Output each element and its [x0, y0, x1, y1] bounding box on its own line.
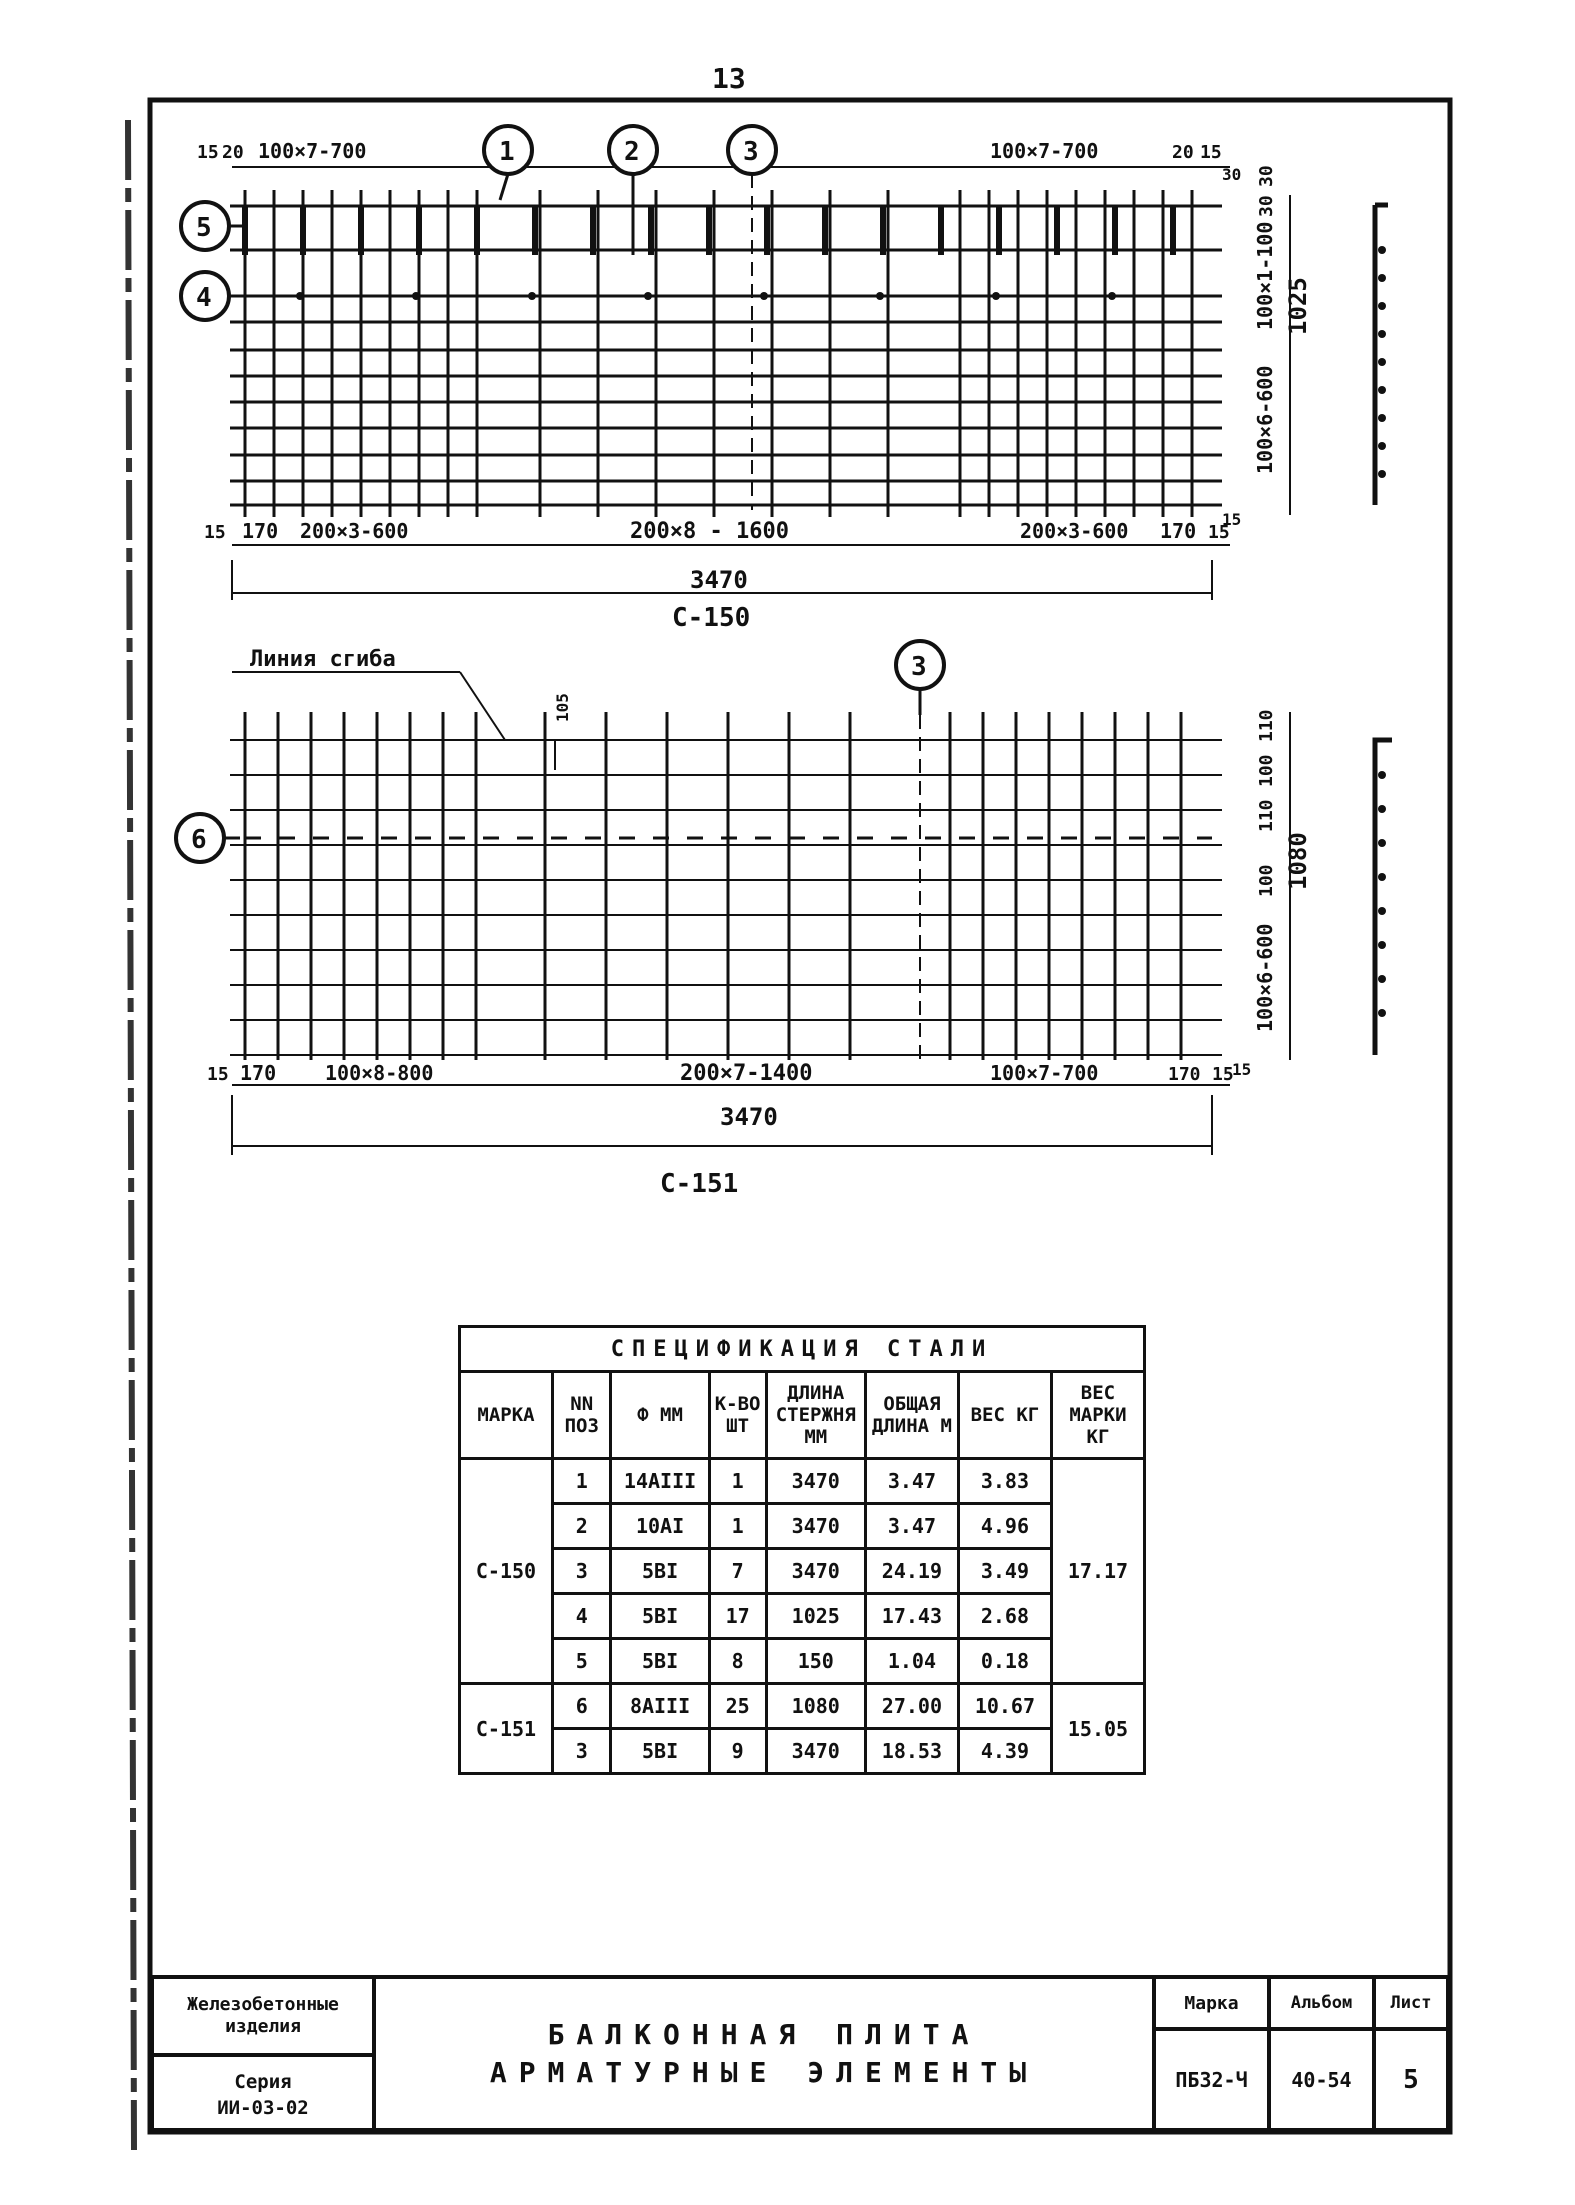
- org-line-1: Железобетонные: [187, 1994, 339, 2015]
- cell-position: 3: [553, 1729, 611, 1774]
- mesh-c151-side-dim-c: 110: [1256, 709, 1277, 742]
- mesh-c151-profile-bar: [1378, 805, 1386, 813]
- mesh-c150-bar-4-weld: [876, 292, 884, 300]
- cell-quantity: 25: [709, 1684, 766, 1729]
- mesh-c150-side-dim-upper-span: 100×1-100: [1253, 221, 1277, 330]
- header-mark: МАРКА: [460, 1372, 553, 1459]
- cell-total-length: 1.04: [865, 1639, 958, 1684]
- cell-bar-length: 150: [766, 1639, 865, 1684]
- mesh-c150-profile-bar: [1378, 442, 1386, 450]
- mesh-c151-side-dim-b: 100: [1256, 754, 1277, 787]
- table-row: [460, 1594, 1145, 1639]
- title-block: [150, 1975, 1450, 2132]
- cell-quantity: 7: [709, 1549, 766, 1594]
- cell-position: 2: [553, 1504, 611, 1549]
- mesh-c150-overall-dim: 3470: [690, 566, 748, 594]
- cell-weight: 3.83: [958, 1459, 1051, 1504]
- mesh-c150-grid: [230, 174, 1222, 517]
- mesh-c150-bottom-dim-d: 15: [1208, 522, 1230, 543]
- title-block-organization: [154, 1979, 376, 2057]
- mesh-c151-side-dim-mid: 100: [1256, 864, 1277, 897]
- mesh-c151-profile-bar: [1378, 873, 1386, 881]
- svg-text:4: 4: [196, 283, 212, 313]
- mesh-c151-bottom-dim-b: 170: [240, 1061, 277, 1085]
- spec-table-caption: СПЕЦИФИКАЦИЯ СТАЛИ: [460, 1327, 1145, 1372]
- cell-bar-length: 3470: [766, 1549, 865, 1594]
- cell-weight: 4.96: [958, 1504, 1051, 1549]
- header-diameter: Ф ММ: [611, 1372, 709, 1459]
- mesh-c151-overall-dim: 3470: [720, 1103, 778, 1131]
- mesh-c150-profile-bar: [1378, 274, 1386, 282]
- mesh-c150-profile-bar: [1378, 330, 1386, 338]
- cell-position: 1: [553, 1459, 611, 1504]
- group-mark: С-150: [460, 1459, 553, 1684]
- mesh-c150: [181, 126, 1388, 633]
- mesh-c150-bar-4-weld: [992, 292, 1000, 300]
- group-mark: С-151: [460, 1684, 553, 1774]
- mesh-c151-bottom-dim-left-span: 100×8-800: [325, 1061, 434, 1085]
- cell-quantity: 9: [709, 1729, 766, 1774]
- steel-specification-table: [458, 1325, 1146, 1775]
- mesh-c150-bar-4-weld: [528, 292, 536, 300]
- mesh-c150-top-dim-right-span: 100×7-700: [990, 139, 1099, 163]
- cell-weight: 0.18: [958, 1639, 1051, 1684]
- mesh-c151-profile-bar: [1378, 1009, 1386, 1017]
- mesh-c151-mark: С-151: [660, 1169, 739, 1199]
- mesh-c150-bottom-dim-mid-span: 200×8 - 1600: [630, 519, 789, 544]
- cell-weight: 2.68: [958, 1594, 1051, 1639]
- cell-total-length: 18.53: [865, 1729, 958, 1774]
- cell-bar-length: 3470: [766, 1729, 865, 1774]
- mesh-c151-side-dim-end: 15: [1232, 1060, 1252, 1079]
- table-row: [460, 1729, 1145, 1774]
- mesh-c150-bar-4-weld: [760, 292, 768, 300]
- cell-quantity: 1: [709, 1459, 766, 1504]
- cell-bar-length: 1025: [766, 1594, 865, 1639]
- cell-position: 5: [553, 1639, 611, 1684]
- mesh-c150-side-dim-end: 15: [1222, 510, 1242, 529]
- table-row: [460, 1459, 1145, 1504]
- cell-quantity: 8: [709, 1639, 766, 1684]
- cell-diameter: 10АI: [611, 1504, 709, 1549]
- header-weight: ВЕС КГ: [958, 1372, 1051, 1459]
- sheet-number: 13: [712, 62, 746, 95]
- mesh-c150-profile-bar: [1378, 302, 1386, 310]
- svg-text:2: 2: [624, 137, 640, 167]
- cell-diameter: 5ВI: [611, 1729, 709, 1774]
- callout-4: [181, 272, 245, 320]
- fold-line-label: Линия сгиба: [250, 647, 396, 672]
- cell-diameter: 5ВI: [611, 1594, 709, 1639]
- org-line-2: изделия: [225, 2016, 301, 2037]
- mesh-c151: [176, 641, 1392, 1199]
- mesh-c150-side-labels: [1253, 165, 1277, 474]
- mesh-c151-profile-bar: [1378, 975, 1386, 983]
- header-total-length: ОБЩАЯ ДЛИНА М: [865, 1372, 958, 1459]
- spec-table-header-row: [460, 1372, 1145, 1459]
- mesh-c150-top-dim-left-span: 100×7-700: [258, 139, 367, 163]
- mesh-c150-bar-4-weld: [412, 292, 420, 300]
- table-row: [460, 1639, 1145, 1684]
- header-position: NN ПОЗ: [553, 1372, 611, 1459]
- sheet-value: 5: [1403, 2064, 1419, 2095]
- marka-value: ПБ32-Ч: [1156, 2031, 1271, 2128]
- mesh-c151-grid: [230, 712, 1222, 1060]
- cell-position: 6: [553, 1684, 611, 1729]
- cell-weight: 3.49: [958, 1549, 1051, 1594]
- mesh-c151-bottom-dim-d: 15: [1212, 1064, 1234, 1085]
- mesh-c150-bar-4-weld: [296, 292, 304, 300]
- mesh-c151-profile-bar: [1378, 941, 1386, 949]
- mesh-c151-side-dim-overall: 1080: [1284, 832, 1312, 890]
- mesh-c150-section-profile: [1375, 205, 1388, 505]
- svg-text:6: 6: [191, 825, 207, 855]
- mesh-c150-profile-bar: [1378, 414, 1386, 422]
- cell-diameter: 8АIII: [611, 1684, 709, 1729]
- mesh-c150-bottom-dim-right-span: 200×3-600: [1020, 519, 1129, 543]
- table-row: [460, 1684, 1145, 1729]
- svg-text:3: 3: [743, 137, 759, 167]
- cell-diameter: 5ВI: [611, 1639, 709, 1684]
- mesh-c151-bottom-dim-right-span: 100×7-700: [990, 1061, 1099, 1085]
- fold-line-dim: 105: [553, 693, 572, 722]
- callout-5: [181, 202, 245, 250]
- series-value: ИИ-03-02: [217, 2096, 309, 2119]
- cell-bar-length: 3470: [766, 1504, 865, 1549]
- mesh-c150-bottom-dim-left-span: 200×3-600: [300, 519, 409, 543]
- album-value: 40-54: [1271, 2031, 1376, 2128]
- mesh-c150-side-dim-a: 30: [1256, 195, 1277, 217]
- cell-weight: 4.39: [958, 1729, 1051, 1774]
- mesh-c150-top-dim-d: 15: [1200, 142, 1222, 163]
- title-block-series: [154, 2057, 376, 2132]
- mesh-c150-profile-bar: [1378, 358, 1386, 366]
- svg-text:5: 5: [196, 213, 212, 243]
- group-mark-weight: 15.05: [1051, 1684, 1144, 1774]
- cell-position: 4: [553, 1594, 611, 1639]
- cell-quantity: 17: [709, 1594, 766, 1639]
- cell-total-length: 3.47: [865, 1459, 958, 1504]
- mesh-c150-profile-bar: [1378, 470, 1386, 478]
- cell-weight: 10.67: [958, 1684, 1051, 1729]
- mesh-c150-bar-4-weld: [644, 292, 652, 300]
- binding-edge: [128, 120, 134, 2150]
- cell-total-length: 17.43: [865, 1594, 958, 1639]
- mesh-c150-bottom-dim-c: 170: [1160, 519, 1197, 543]
- mesh-c150-top-dim-b: 20: [222, 142, 244, 163]
- series-label: Серия: [234, 2070, 292, 2093]
- callout-6: [176, 814, 240, 862]
- header-bar-length: ДЛИНА СТЕРЖНЯ ММ: [766, 1372, 865, 1459]
- album-label: Альбом: [1271, 1979, 1376, 2031]
- mesh-c150-bottom-dim-b: 170: [242, 519, 279, 543]
- table-row: [460, 1549, 1145, 1594]
- header-quantity: К-ВО ШТ: [709, 1372, 766, 1459]
- group-mark-weight: 17.17: [1051, 1459, 1144, 1684]
- mesh-c151-side-dim-span: 100×6-600: [1253, 923, 1277, 1032]
- mesh-c151-bottom-dim-c: 170: [1168, 1064, 1201, 1085]
- cell-total-length: 3.47: [865, 1504, 958, 1549]
- mesh-c151-bottom-dim-mid-span: 200×7-1400: [680, 1061, 813, 1086]
- cell-total-length: 27.00: [865, 1684, 958, 1729]
- mesh-c150-top-dim-c: 20: [1172, 142, 1194, 163]
- callout-1: [484, 126, 532, 200]
- mesh-c150-bottom-dim-a: 15: [204, 522, 226, 543]
- mesh-c151-side-dim-a: 110: [1256, 799, 1277, 832]
- mesh-c151-profile-bar: [1378, 907, 1386, 915]
- mesh-c150-mark: С-150: [672, 603, 751, 633]
- title-block-title: [376, 1979, 1156, 2128]
- sheet-label: Лист: [1376, 1979, 1446, 2031]
- drawing-title-line-2: АРМАТУРНЫЕ ЭЛЕМЕНТЫ: [489, 2055, 1039, 2089]
- cell-total-length: 24.19: [865, 1549, 958, 1594]
- mesh-c150-bar-4-weld: [1108, 292, 1116, 300]
- svg-text:3: 3: [911, 652, 927, 682]
- mesh-c150-side-dim-overall: 1025: [1284, 277, 1312, 335]
- mesh-c151-profile-bar: [1378, 839, 1386, 847]
- mesh-c151-side-labels: [1253, 709, 1277, 1032]
- cell-quantity: 1: [709, 1504, 766, 1549]
- cell-bar-length: 1080: [766, 1684, 865, 1729]
- callout-3-lower: [896, 641, 944, 715]
- header-mark-weight: ВЕС МАРКИ КГ: [1051, 1372, 1144, 1459]
- table-row: [460, 1504, 1145, 1549]
- marka-label: Марка: [1156, 1979, 1271, 2031]
- mesh-c150-profile-bar: [1378, 386, 1386, 394]
- mesh-c151-section-profile: [1375, 740, 1392, 1055]
- mesh-c151-bottom-dim-a: 15: [207, 1064, 229, 1085]
- mesh-c150-side-dim-top: 30: [1222, 165, 1242, 184]
- callout-3-top: [728, 126, 776, 174]
- cell-bar-length: 3470: [766, 1459, 865, 1504]
- mesh-c150-side-dim-b: 30: [1256, 165, 1277, 187]
- cell-position: 3: [553, 1549, 611, 1594]
- cell-diameter: 5ВI: [611, 1549, 709, 1594]
- mesh-c150-side-dim-lower-span: 100×6-600: [1253, 365, 1277, 474]
- svg-text:1: 1: [499, 137, 515, 167]
- mesh-c150-top-dim-a: 15: [197, 142, 219, 163]
- drawing-title-line-1: БАЛКОННАЯ ПЛИТА: [547, 2017, 981, 2051]
- mesh-c151-profile-bar: [1378, 771, 1386, 779]
- mesh-c150-profile-bar: [1378, 246, 1386, 254]
- cell-diameter: 14АIII: [611, 1459, 709, 1504]
- fold-line-leader: [460, 672, 505, 740]
